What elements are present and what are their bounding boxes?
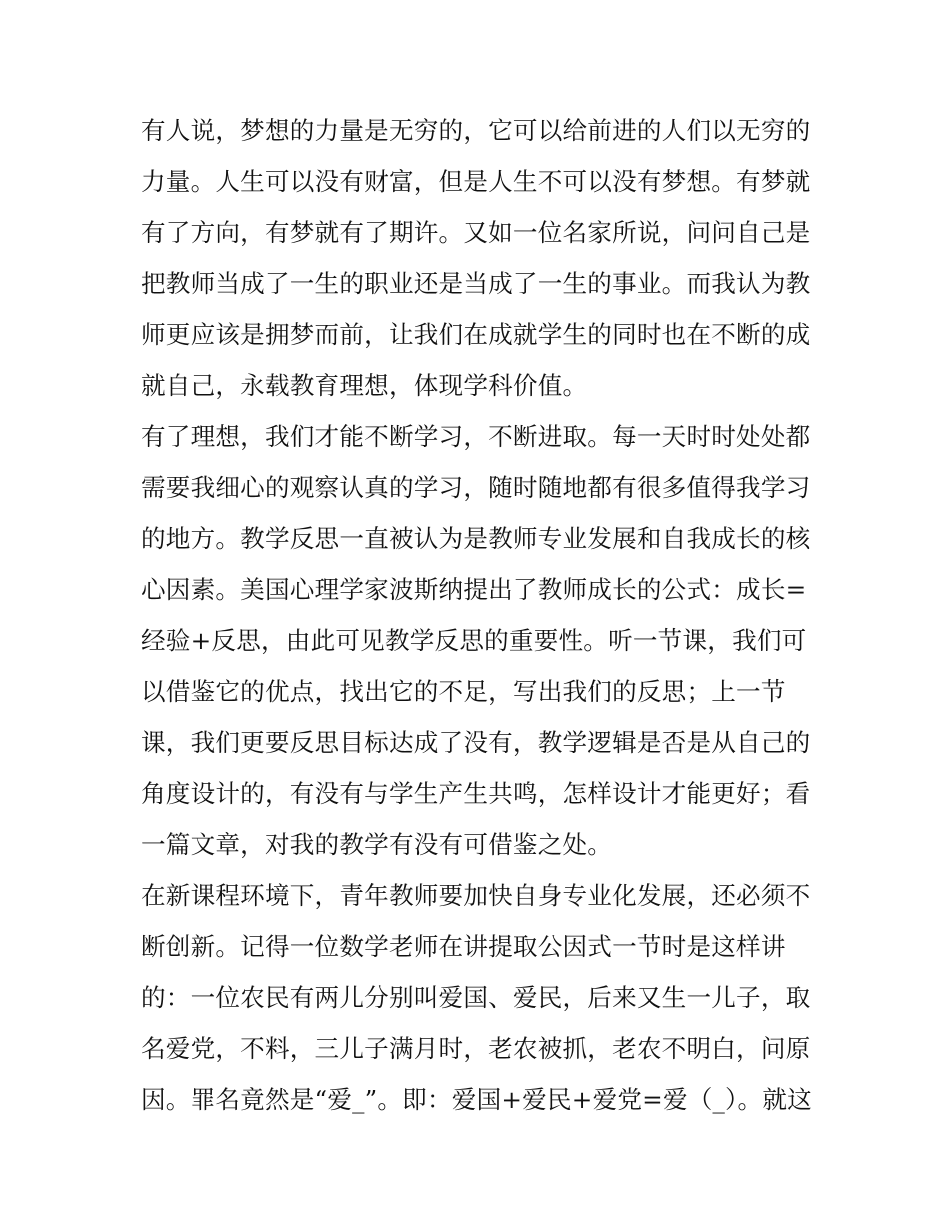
paragraph-3 — [141, 870, 821, 1125]
text-line: 师更应该是拥梦而前，让我们在成就学生的同时也在不断的成 — [141, 320, 811, 349]
text-line: 一篇文章，对我的教学有没有可借鉴之处。 — [141, 830, 613, 859]
text-line: 力量。人生可以没有财富，但是人生不可以没有梦想。有梦就 — [141, 167, 811, 196]
text-line: 有人说，梦想的力量是无穷的，它可以给前进的人们以无穷的 — [141, 116, 811, 145]
text-line: 经验+反思，由此可见教学反思的重要性。听一节课，我们可 — [141, 626, 807, 655]
text-line: 心因素。美国心理学家波斯纳提出了教师成长的公式：成长= — [141, 575, 807, 604]
text-line: 因。罪名竟然是“爱_”。即：爱国+爱民+爱党=爱（_）。就这 — [141, 1085, 812, 1114]
text-line: 需要我细心的观察认真的学习，随时随地都有很多值得我学习 — [141, 473, 811, 502]
text-line: 课，我们更要反思目标达成了没有，教学逻辑是否是从自己的 — [141, 728, 811, 757]
text-line: 就自己，永载教育理想，体现学科价值。 — [141, 371, 588, 400]
text-line: 把教师当成了一生的职业还是当成了一生的事业。而我认为教 — [141, 269, 811, 298]
document-body — [141, 105, 821, 1125]
text-line: 以借鉴它的优点，找出它的不足，写出我们的反思；上一节 — [141, 677, 786, 706]
text-line: 在新课程环境下，青年教师要加快自身专业化发展，还必须不 — [141, 881, 811, 910]
text-line: 的地方。教学反思一直被认为是教师专业发展和自我成长的核 — [141, 524, 811, 553]
text-line: 断创新。记得一位数学老师在讲提取公因式一节时是这样讲 — [141, 932, 786, 961]
text-line: 的：一位农民有两儿分别叫爱国、爱民，后来又生一儿子，取 — [141, 983, 811, 1012]
text-line: 有了方向，有梦就有了期许。又如一位名家所说，问问自己是 — [141, 218, 811, 247]
text-line: 名爱党，不料，三儿子满月时，老农被抓，老农不明白，问原 — [141, 1034, 811, 1063]
paragraph-2 — [141, 411, 821, 870]
text-line: 角度设计的，有没有与学生产生共鸣，怎样设计才能更好；看 — [141, 779, 811, 808]
paragraph-1 — [141, 105, 821, 411]
text-line: 有了理想，我们才能不断学习，不断进取。每一天时时处处都 — [141, 422, 811, 451]
